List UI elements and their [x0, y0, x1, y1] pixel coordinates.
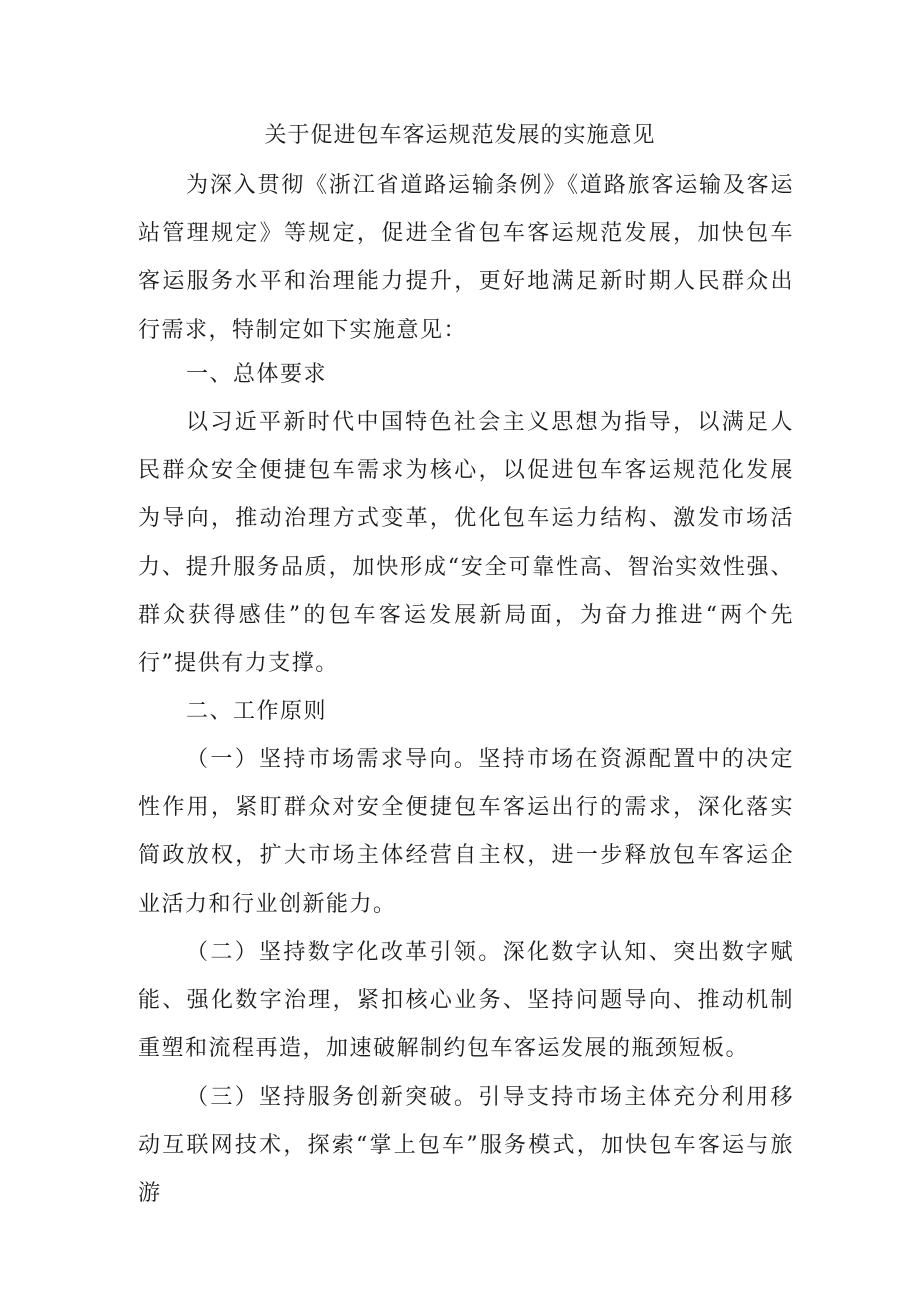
paragraph-intro: 为深入贯彻《浙江省道路运输条例》《道路旅客运输及客运站管理规定》等规定，促进全省包车客运规范发展，加快包车客运服务水平和治理能力提升，更好地满足新时期人民群众出行需求，特制定如下实施意见：	[138, 173, 794, 343]
document-title: 关于促进包车客运规范发展的实施意见	[264, 123, 656, 148]
paragraph-principle-1: （一）坚持市场需求导向。坚持市场在资源配置中的决定性作用，紧盯群众对安全便捷包车客运出行的需求，深化落实简政放权，扩大市场主体经营自主权，进一步释放包车客运企业活力和行业创新能力。	[138, 747, 794, 917]
paragraph-general-requirements: 以习近平新时代中国特色社会主义思想为指导，以满足人民群众安全便捷包车需求为核心，以促进包车客运规范化发展为导向，推动治理方式变革，优化包车运力结构、激发市场活力、提升服务品质，加快形成“安全可靠性高、智治实效性强、群众获得感佳”的包车客运发展新局面，为奋力推进“两个先行”提供有力支撑。	[138, 410, 794, 677]
section-heading-1: 一、总体要求	[186, 362, 328, 387]
paragraph-principle-2: （二）坚持数字化改革引领。深化数字认知、突出数字赋能、强化数字治理，紧扣核心业务、坚持问题导向、推动机制重塑和流程再造，加速破解制约包车客运发展的瓶颈短板。	[138, 940, 794, 1062]
section-heading-2: 二、工作原则	[186, 699, 328, 724]
paragraph-principle-3: （三）坚持服务创新突破。引导支持市场主体充分利用移动互联网技术，探索“掌上包车”服务模式，加快包车客运与旅游	[138, 1085, 794, 1207]
